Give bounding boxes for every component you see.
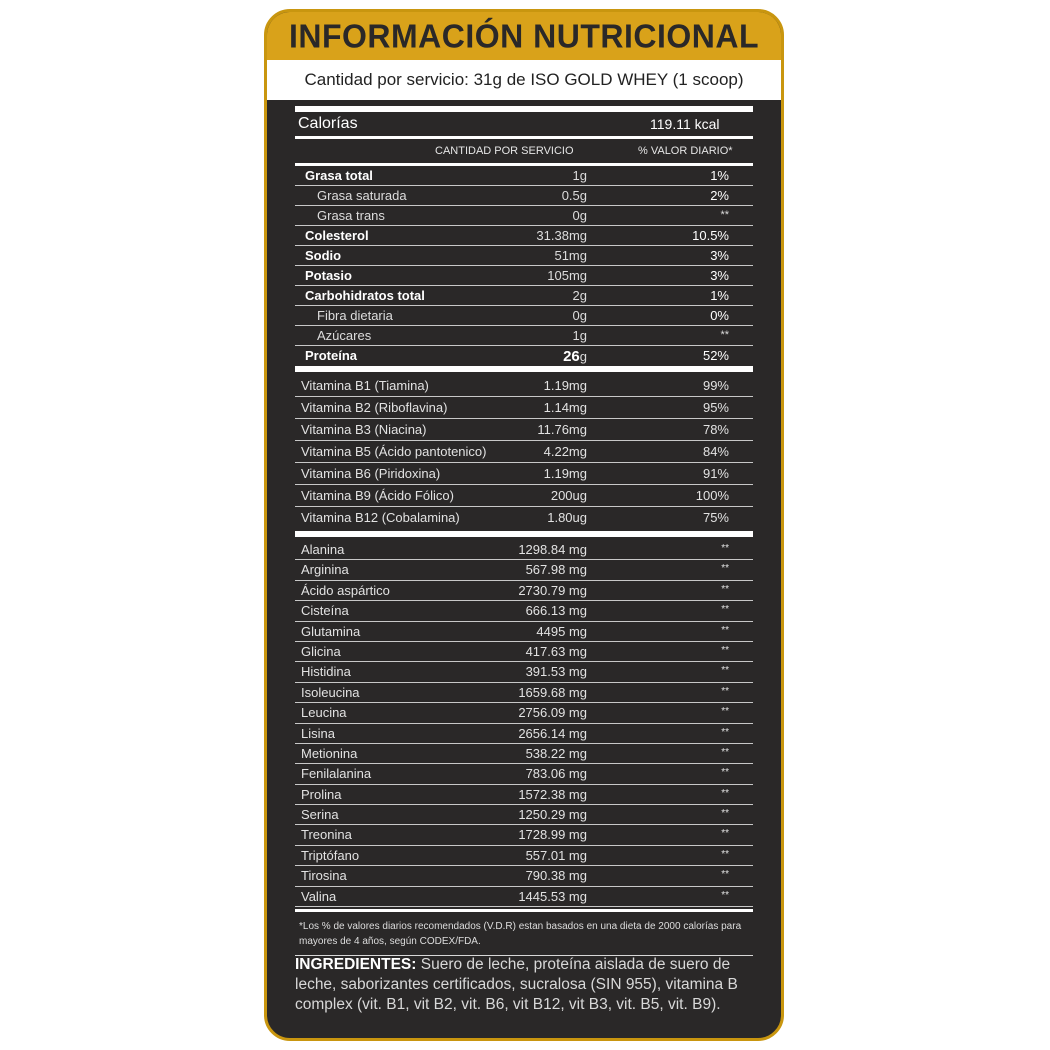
aminoacid-pct: **: [721, 848, 729, 860]
aminoacid-pct: **: [721, 787, 729, 799]
vitamin-pct: 75%: [702, 510, 729, 525]
vitamin-pct: 95%: [702, 400, 729, 415]
vitamin-amount: 1.14mg: [543, 400, 587, 415]
aminoacid-amount: 783.06 mg: [525, 766, 587, 782]
aminoacid-amount: 2756.09 mg: [518, 705, 587, 721]
aminoacid-name: Glutamina: [301, 623, 361, 639]
vitamin-row: [295, 441, 753, 463]
calories-row: [295, 112, 753, 136]
nutrient-row: [295, 206, 753, 226]
aminoacid-amount: 1572.38 mg: [518, 786, 587, 802]
aminoacid-amount: 538.22 mg: [525, 745, 587, 761]
aminoacid-row: [295, 622, 753, 642]
aminoacid-pct: **: [721, 767, 729, 779]
aminoacid-pct: **: [721, 624, 729, 636]
vitamin-name: Vitamina B5 (Ácido pantotenico): [301, 444, 487, 459]
nutrient-pct: 3%: [710, 268, 729, 283]
protein-amount-number: 26: [563, 348, 580, 365]
aminoacid-row: [295, 764, 753, 784]
daily-value-header: % VALOR DIARIO*: [638, 145, 733, 157]
aminoacid-name: Fenilalanina: [301, 766, 372, 782]
aminoacid-row: [295, 846, 753, 866]
amount-header: CANTIDAD POR SERVICIO: [435, 145, 574, 157]
divider: [295, 531, 753, 537]
aminoacid-name: Isoleucina: [301, 684, 360, 700]
vitamin-row: [295, 485, 753, 507]
label-title: INFORMACIÓN NUTRICIONAL: [288, 17, 760, 55]
aminoacid-amount: 2730.79 mg: [518, 582, 587, 598]
aminoacid-amount: 1250.29 mg: [518, 807, 587, 823]
aminoacid-name: Cisteína: [301, 603, 349, 619]
column-headers: [295, 139, 753, 163]
nutrient-amount: 31.38mg: [536, 228, 587, 243]
nutrient-name: Potasio: [305, 268, 352, 283]
aminoacid-pct: **: [721, 644, 729, 656]
nutrient-amount: 105mg: [547, 268, 587, 283]
nutrient-pct: 52%: [702, 348, 729, 363]
vitamin-pct: 91%: [702, 466, 729, 481]
nutrient-row: [295, 346, 753, 366]
ingredients: [295, 955, 761, 1015]
aminoacid-row: [295, 703, 753, 723]
aminoacid-row: [295, 581, 753, 601]
nutrient-amount: [563, 348, 587, 365]
nutrient-name: Fibra dietaria: [317, 308, 393, 323]
vitamin-amount: 1.19mg: [543, 378, 587, 393]
vitamin-name: Vitamina B9 (Ácido Fólico): [301, 488, 454, 503]
vitamin-row: [295, 375, 753, 397]
nutrient-name: Grasa total: [305, 168, 373, 183]
vitamin-amount: 200ug: [550, 488, 587, 503]
nutrient-amount: 1g: [572, 168, 587, 183]
aminoacid-name: Treonina: [301, 827, 352, 843]
aminoacid-pct: **: [721, 808, 729, 820]
nutrient-amount: 51mg: [554, 248, 587, 263]
aminoacid-name: Alanina: [301, 542, 345, 557]
nutrient-name: Sodio: [305, 248, 342, 263]
vitamin-amount: 1.19mg: [543, 466, 587, 481]
aminoacid-pct: **: [721, 889, 729, 901]
serving-band: [267, 60, 781, 100]
vitamin-pct: 78%: [702, 422, 729, 437]
vitamin-pct: 100%: [695, 488, 729, 503]
aminoacid-row: [295, 887, 753, 907]
vitamin-pct: 99%: [702, 378, 729, 393]
vitamin-pct: 84%: [702, 444, 729, 459]
nutrient-name: Proteína: [305, 348, 358, 363]
aminoacid-pct: **: [721, 583, 729, 595]
vitamin-amount: 1.80ug: [547, 510, 587, 525]
aminoacid-name: Arginina: [301, 562, 349, 578]
divider: [295, 366, 753, 372]
vitamin-name: Vitamina B12 (Cobalamina): [301, 510, 460, 525]
nutrient-pct: 3%: [710, 248, 729, 263]
calories-value: 119.11 kcal: [650, 116, 720, 132]
aminoacid-amount: 666.13 mg: [525, 603, 587, 619]
nutrient-row: [295, 286, 753, 306]
aminoacid-name: Valina: [301, 888, 337, 904]
aminoacid-name: Ácido aspártico: [301, 582, 390, 598]
aminoacid-row: [295, 724, 753, 744]
vitamin-row: [295, 419, 753, 441]
ingredients-text: Suero de leche, proteína aislada de suero de leche, saborizantes certificados, sucralosa (SIN 955), vitamina B complex (vit. B1, vit B2, vit. B6, vit B12, vit B3, vit. B5, vit. B9).: [295, 956, 738, 1013]
nutrient-row: [295, 226, 753, 246]
nutrient-pct: **: [720, 209, 729, 221]
vitamin-amount: 4.22mg: [543, 444, 587, 459]
aminoacid-row: [295, 744, 753, 764]
aminoacid-row: [295, 866, 753, 886]
aminoacid-row: [295, 805, 753, 825]
nutrient-amount: 1g: [572, 328, 587, 343]
nutrient-row: [295, 266, 753, 286]
aminoacid-row: [295, 540, 753, 560]
vitamin-name: Vitamina B3 (Niacina): [301, 422, 427, 437]
nutrient-row: [295, 306, 753, 326]
nutrient-pct: 2%: [710, 188, 729, 203]
aminoacid-pct: **: [721, 706, 729, 718]
aminoacid-amount: 1659.68 mg: [518, 684, 587, 700]
aminoacid-row: [295, 662, 753, 682]
aminoacid-name: Triptófano: [301, 847, 360, 863]
nutrient-pct: 10.5%: [692, 228, 729, 243]
aminoacid-amount: 4495 mg: [536, 623, 587, 639]
nutrients-section: [295, 166, 753, 366]
aminoacid-name: Prolina: [301, 786, 342, 802]
aminoacid-pct: **: [721, 685, 729, 697]
aminoacid-row: [295, 683, 753, 703]
aminoacid-pct: **: [721, 563, 729, 575]
vitamin-amount: 11.76mg: [537, 422, 587, 437]
aminoacid-name: Lisina: [301, 725, 335, 741]
aminoacid-pct: **: [721, 828, 729, 840]
vitamin-name: Vitamina B1 (Tiamina): [301, 378, 429, 393]
aminoacid-amount: 391.53 mg: [525, 664, 587, 680]
nutrient-row: [295, 326, 753, 346]
vitamin-row: [295, 463, 753, 485]
nutrient-name: Azúcares: [317, 328, 372, 343]
aminoacid-pct: **: [721, 543, 729, 554]
aminoacid-pct: **: [721, 869, 729, 881]
nutrition-table: [295, 100, 753, 956]
nutrient-row: [295, 246, 753, 266]
aminoacid-pct: **: [721, 665, 729, 677]
aminoacid-row: [295, 825, 753, 845]
nutrient-name: Grasa saturada: [317, 188, 407, 203]
aminoacid-name: Metionina: [301, 745, 358, 761]
footnote: *Los % de valores diarios recomendados (V.D.R) estan basados en una dieta de 2000 calorías para mayores de 4 años, según CODEX/FDA.: [299, 921, 742, 948]
nutrition-label: [264, 9, 784, 1041]
aminoacid-pct: **: [721, 746, 729, 758]
vitamin-name: Vitamina B2 (Riboflavina): [301, 400, 448, 415]
nutrient-row: [295, 166, 753, 186]
aminoacid-name: Glicina: [301, 643, 341, 659]
aminoacid-row: [295, 560, 753, 580]
aminoacid-amount: 557.01 mg: [525, 847, 587, 863]
nutrient-pct: 1%: [710, 288, 729, 303]
nutrient-row: [295, 186, 753, 206]
title-band: [267, 12, 781, 60]
nutrient-pct: 0%: [710, 308, 729, 323]
ingredients-label: INGREDIENTES:: [295, 956, 417, 973]
aminoacid-pct: **: [721, 604, 729, 616]
aminoacid-amount: 567.98 mg: [525, 562, 587, 578]
calories-label: Calorías: [298, 115, 358, 132]
vitamin-row: [295, 397, 753, 419]
nutrient-name: Grasa trans: [317, 208, 385, 223]
vitamin-row: [295, 507, 753, 529]
aminoacid-amount: 1728.99 mg: [518, 827, 587, 843]
aminoacid-name: Leucina: [301, 705, 347, 721]
vitamins-section: [295, 375, 753, 529]
aminoacid-row: [295, 785, 753, 805]
serving-size: Cantidad por servicio: 31g de ISO GOLD WHEY (1 scoop): [304, 70, 744, 89]
aminoacids-section: [295, 540, 753, 907]
nutrient-name: Colesterol: [305, 228, 369, 243]
aminoacid-amount: 1298.84 mg: [518, 542, 587, 557]
nutrient-amount: 0.5g: [561, 188, 587, 203]
aminoacid-row: [295, 642, 753, 662]
vitamin-name: Vitamina B6 (Piridoxina): [301, 466, 441, 481]
nutrient-pct: **: [720, 329, 729, 341]
aminoacid-amount: 790.38 mg: [525, 868, 587, 884]
nutrient-amount: 2g: [572, 288, 587, 303]
nutrient-name: Carbohidratos total: [305, 288, 425, 303]
aminoacid-row: [295, 601, 753, 621]
aminoacid-name: Serina: [301, 807, 339, 823]
aminoacid-name: Histidina: [301, 664, 351, 680]
protein-amount-unit: g: [579, 349, 587, 364]
aminoacid-amount: 2656.14 mg: [518, 725, 587, 741]
nutrient-pct: 1%: [710, 168, 729, 183]
nutrient-amount: 0g: [572, 308, 587, 323]
nutrient-amount: 0g: [572, 208, 587, 223]
aminoacid-amount: 1445.53 mg: [518, 888, 587, 904]
aminoacid-amount: 417.63 mg: [525, 643, 587, 659]
aminoacid-name: Tirosina: [301, 868, 347, 884]
aminoacid-pct: **: [721, 726, 729, 738]
